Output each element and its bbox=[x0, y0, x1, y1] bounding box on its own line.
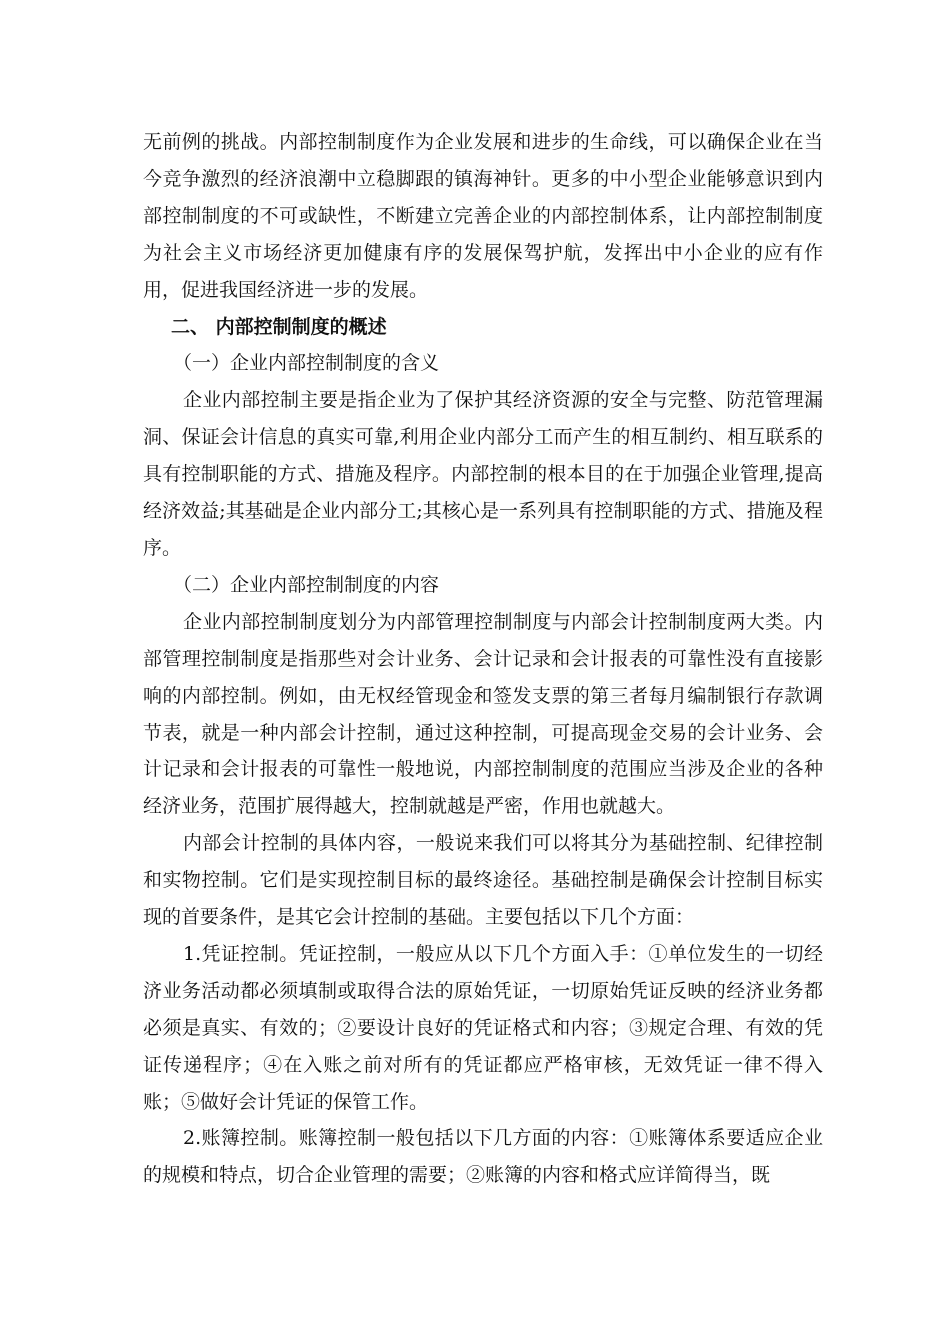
document-body bbox=[143, 124, 823, 1194]
paragraph-accounting-control: 内部会计控制的具体内容，一般说来我们可以将其分为基础控制、纪律控制和实物控制。它们是实现控制目标的最终途径。基础控制是确保会计控制目标实现的首要条件，是其它会计控制的基础。主要包括以下几个方面： bbox=[143, 832, 823, 929]
subsection-heading-meaning: （一）企业内部控制制度的含义 bbox=[173, 352, 440, 375]
paragraph-definition: 企业内部控制主要是指企业为了保护其经济资源的安全与完整、防范管理漏洞、保证会计信息的真实可靠,利用企业内部分工而产生的相互制约、相互联系的具有控制职能的方式、措施及程序。内部控制的根本目的在于加强企业管理,提高经济效益;其基础是企业内部分工;其核心是一系列具有控制职能的方式、措施及程序。 bbox=[143, 389, 823, 559]
paragraph-voucher-control: 1.凭证控制。凭证控制，一般应从以下几个方面入手：①单位发生的一切经济业务活动都必须填制或取得合法的原始凭证，一切原始凭证反映的经济业务都必须是真实、有效的；②要设计良好的凭证格式和内容；③规定合理、有效的凭证传递程序；④在入账之前对所有的凭证都应严格审核，无效凭证一律不得入账；⑤做好会计凭证的保管工作。 bbox=[143, 942, 823, 1113]
paragraph-classification: 企业内部控制制度划分为内部管理控制制度与内部会计控制制度两大类。内部管理控制制度是指那些对会计业务、会计记录和会计报表的可靠性没有直接影响的内部控制。例如，由无权经管现金和签发支票的第三者每月编制银行存款调节表，就是一种内部会计控制，通过这种控制，可提高现金交易的会计业务、会计记录和会计报表的可靠性一般地说，内部控制制度的范围应当涉及企业的各种经济业务，范围扩展得越大，控制就越是严密，作用也就越大。 bbox=[143, 610, 823, 818]
section-heading-overview: 二、 内部控制制度的概述 bbox=[171, 315, 387, 338]
paragraph-ledger-control: 2.账簿控制。账簿控制一般包括以下几方面的内容：①账簿体系要适应企业的规模和特点，切合企业管理的需要；②账簿的内容和格式应详简得当，既 bbox=[143, 1127, 823, 1187]
subsection-heading-content: （二）企业内部控制制度的内容 bbox=[173, 573, 440, 596]
paragraph-continued: 无前例的挑战。内部控制制度作为企业发展和进步的生命线，可以确保企业在当今竞争激烈的经济浪潮中立稳脚跟的镇海神针。更多的中小型企业能够意识到内部控制制度的不可或缺性，不断建立完善企业的内部控制体系，让内部控制制度为社会主义市场经济更加健康有序的发展保驾护航，发挥出中小企业的应有作用，促进我国经济进一步的发展。 bbox=[143, 131, 823, 301]
